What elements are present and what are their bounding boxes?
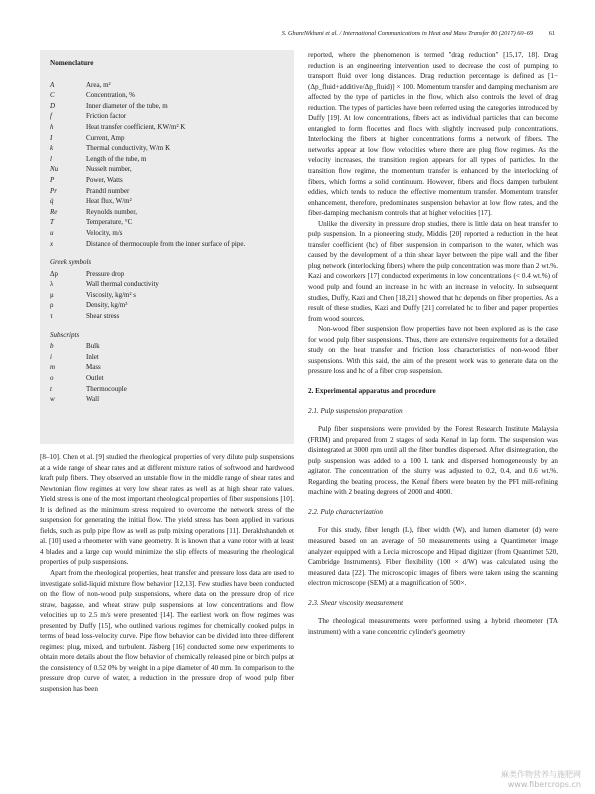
nomenclature-entry [50, 207, 284, 218]
paragraph: For this study, fiber length (L), fiber width (W), and lumen diameter (d) were measured based on an average of 50 measurements using a Quantimeter image analyzer equipped with a Lecia microscope and Hipad digitizer (from Quantimet 520, Cambridge Instruments). Fiber flexibility (100 × d/W) was calculated using the measured data [22]. The microscopic images of fibers were taken using the scanning electron microscope (SEM) at a magnification of 500×. [308, 526, 558, 588]
nomenclature-definition: Wall thermal conductivity [86, 280, 159, 289]
nomenclature-definition: Density, kg/m³ [86, 301, 128, 310]
nomenclature-definition: Distance of thermocouple from the inner surface of pipe. [86, 239, 246, 248]
nomenclature-symbol: b [50, 342, 54, 351]
nomenclature-entry [50, 341, 284, 352]
nomenclature-definition: Current, Amp [86, 133, 125, 142]
nomenclature-definition: Velocity, m/s [86, 228, 123, 237]
nomenclature-definition: Prandtl number [86, 186, 130, 195]
nomenclature-definition: Concentration, % [86, 91, 135, 100]
nomenclature-symbol: w [50, 395, 55, 404]
nomenclature-definition: Mass [86, 363, 101, 372]
nomenclature-symbol: o [50, 374, 54, 383]
nomenclature-box [40, 50, 294, 444]
nomenclature-entry [50, 90, 284, 101]
nomenclature-entry [50, 143, 284, 154]
running-header [0, 30, 595, 42]
nomenclature-symbol: i [50, 352, 52, 361]
nomenclature-symbol: I [50, 133, 53, 142]
nomenclature-definition: Shear stress [86, 312, 120, 321]
nomenclature-symbol: Nu [50, 165, 59, 174]
nomenclature-entry [50, 384, 284, 395]
nomenclature-definition: Heat transfer coefficient, KW/m² K [86, 122, 186, 131]
subsection-heading: 2.1. Pulp suspension preparation [308, 406, 403, 415]
greek-symbol-list [50, 269, 284, 322]
nomenclature-entry [50, 362, 284, 373]
nomenclature-definition: Pressure drop [86, 269, 125, 278]
paragraph: Unlike the diversity in pressure drop studies, there is little data on heat transfer to pulp suspension. In a pioneering study, Middis [20] reported a reduction in the heat transfer coefficient (hc) of fiber suspension in comparison to the water, which was caused by the development of a thin shear layer between the pipe wall and the fiber plug network (interlocking fibers) where the pulp concentration was more than 2 wt.%. Kazi and coworkers [17] conducted experiments in low concentrations (< 0.4 wt.%) of wood pulp and found an increase in hc with an increase in velocity. In subsequent studies, Duffy, Kazi and Chen [18,21] showed that hc depends on fiber properties. As a result of these studies, Kazi and Duffy [21] correlated hc to fiber and paper properties from wood sources. [308, 219, 558, 323]
nomenclature-entry [50, 186, 284, 197]
nomenclature-definition: Nusselt number, [86, 165, 132, 174]
nomenclature-definition: Length of the tube, m [86, 154, 147, 163]
nomenclature-symbol: ρ [50, 301, 54, 310]
nomenclature-symbol: f [50, 112, 52, 121]
subscripts-title: Subscripts [50, 330, 80, 339]
nomenclature-entry [50, 239, 284, 250]
nomenclature-symbol: Re [50, 207, 58, 216]
nomenclature-entry [50, 352, 284, 363]
paragraph: Non-wood fiber suspension flow properties have not been explored as is the case for wood pulp fiber suspensions. Thus, there are extensive requirements for a detailed study on the heat transfer and friction loss characteristics of non-wood fiber suspensions. With this said, the aim of the present work was to generate data on the pressure loss and hc of a fiber crop suspension. [308, 325, 558, 376]
nomenclature-entry [50, 175, 284, 186]
nomenclature-entry [50, 269, 284, 280]
nomenclature-definition: Area, m² [86, 80, 111, 89]
nomenclature-symbol: u [50, 228, 54, 237]
subscript-list [50, 341, 284, 405]
nomenclature-definition: Bulk [86, 342, 100, 351]
nomenclature-symbol: t [50, 384, 52, 393]
nomenclature-entry [50, 133, 284, 144]
nomenclature-entry [50, 300, 284, 311]
nomenclature-definition: Inlet [86, 352, 99, 361]
nomenclature-symbol: λ [50, 280, 54, 289]
nomenclature-entry [50, 394, 284, 405]
nomenclature-definition: Wall [86, 395, 100, 404]
paragraph: reported, where the phenomenon is termed "drag reduction" [15,17, 18]. Drag reduction is an engineering intervention used to decrease the cost of pumping to transport fluid over long distances. Drag reduction percentage is defined as [1−(Δp_fluid+additive/Δp_fluid)] × 100. Momentum transfer and damping mechanism are affected by the type of particles in the flow, which also controls the level of drag reduction. The types of particles have been referred using the categories introduced by Duffy [19]. At low concentrations, fibers act as individual particles that can become entangled to form flocettes and flocs with slightly increased pulp concentrations. Interlocking the fibers at higher concentrations forms a network of fibers. The networks appear at low flow velocities where there are plug flow regimes. As the velocity increases, the transition region appears for all types of particles. In the transition flow regime, the momentum transfer is enhanced by the interlocking of fibers, which forms a solid continuum. However, fibers and flocs dampen turbulent eddies, which tends to reduce the effective momentum transfer. Momentum transfer enhancement, therefore, predominates suspension behavior at low flow rates, and the fiber-damping mechanism controls that at higher velocities [17]. [308, 51, 558, 218]
nomenclature-definition: Friction factor [86, 112, 127, 121]
nomenclature-symbol: h [50, 122, 54, 131]
paragraph: Pulp fiber suspensions were provided by the Forest Research Institute Malaysia (FRIM) and prepared from 2 stages of soda Kenaf in lap form. The suspension was disintegrated at 3000 rpm until all the fiber bundles dispersed. After disintegration, the pulp suspension was added to a 100 L tank and dispersed homogeneously by an agitator. The concentration of the slurry was adjusted to 0.2, 0.4, and 0.6 wt.%. Regarding the beating process, the Kenaf fibers were beaten by the PFI mill-refining machine with 2 beating degrees of 2000 and 4000. [308, 425, 558, 497]
nomenclature-entry [50, 196, 284, 207]
nomenclature-entry [50, 101, 284, 112]
nomenclature-symbol: m [50, 363, 56, 372]
nomenclature-entry [50, 311, 284, 322]
section-heading: 2. Experimental apparatus and procedure [308, 386, 436, 395]
subsection-heading: 2.2. Pulp characterization [308, 507, 383, 516]
nomenclature-entry [50, 154, 284, 165]
greek-symbols-title: Greek symbols [50, 258, 92, 267]
nomenclature-entry [50, 290, 284, 301]
nomenclature-definition: Heat flux, W/m² [86, 197, 132, 206]
page-number: 61 [548, 30, 555, 37]
nomenclature-symbol: k [50, 144, 54, 153]
nomenclature-definition: Thermocouple [86, 384, 127, 393]
nomenclature-definition: Temperature, °C [86, 218, 133, 227]
nomenclature-symbol-list [50, 80, 284, 250]
nomenclature-entry [50, 217, 284, 228]
nomenclature-entry [50, 228, 284, 239]
nomenclature-symbol: Pr [50, 186, 57, 195]
nomenclature-definition: Thermal conductivity, W/m K [86, 144, 171, 153]
nomenclature-symbol: C [50, 91, 55, 100]
paragraph: The rheological measurements were performed using a hybrid rheometer (TA instrument) with a vane concentric cylinder's geometry [308, 617, 558, 636]
nomenclature-entry [50, 111, 284, 122]
right-column-text [308, 50, 558, 750]
nomenclature-symbol: l [50, 154, 52, 163]
left-column-text [40, 452, 294, 752]
paragraph: [8–10]. Chen et al. [9] studied the rheological properties of very dilute pulp suspensions at a wide range of shear rates and at different mixture ratios of softwood and hardwood kraft pulp fibers. They observed an unstable flow in the middle range of shear rates and Newtonian flow regimes at very low shear rates as well as at high shear rate values. Yield stress is one of the most important rheological properties of fiber suspensions [10]. It is defined as the minimum stress required to overcome the network stress of the suspension for generating the initial flow. The yield stress has been applied in various fields, such as pulp pipe flow as well as pulp mixing operations [11]. Derakhshandeh et al. [10] used a rheometer with vane geometry. It is known that a vane rotor with at least 4 blades and a large cup would minimize the slip effects of measuring the rheological properties of pulp suspensions. [40, 453, 294, 567]
watermark-line: 麻类作物营养与施肥网 [501, 770, 581, 779]
watermark-line: www.fibercrops.cn [507, 780, 581, 789]
nomenclature-symbol: D [50, 101, 56, 110]
nomenclature-entry [50, 373, 284, 384]
nomenclature-symbol: A [50, 80, 55, 89]
nomenclature-symbol: T [50, 218, 54, 227]
nomenclature-definition: Power, Watts [86, 175, 123, 184]
nomenclature-entry [50, 80, 284, 91]
nomenclature-entry [50, 279, 284, 290]
nomenclature-symbol: x [50, 239, 54, 248]
paragraph: Apart from the rheological properties, heat transfer and pressure loss data are used to investigate solid-liquid mixture flow behavior [12,13]. Few studies have been conducted on the flow of non-wood pulp suspensions, where data on the pressure drop of rice straw, bagasse, and wheat straw pulp suspensions at low concentrations and flow velocities up to 2.5 m/s were presented [14]. The earliest work on flow regimes was presented by Duffy [15], who outlined various regimes for chemically cooked pulps in terms of head loss-velocity curve. Pipe flow behavior can be divided into three different regimes: plug, mixed, and turbulent. Jäsberg [16] conducted some new experiments to obtain more details about the flow behavior of chemically released pine or birch pulps at the consistency of 0.52 0% by weight in a pipe diameter of 40 mm. In comparison to the pressure drop curve of water, a reduction in the pressure drop of wood pulp fiber suspension has been [40, 569, 294, 694]
nomenclature-title: Nomenclature [50, 59, 94, 67]
watermark [501, 770, 581, 790]
nomenclature-definition: Outlet [86, 374, 104, 383]
nomenclature-definition: Reynolds number, [86, 207, 138, 216]
nomenclature-symbol: P [50, 175, 55, 184]
nomenclature-symbol: μ [50, 290, 54, 299]
journal-citation: S. GhareNikhani et al. / International Communications in Heat and Mass Transfer 80 (2017) 60–69 [281, 30, 533, 37]
nomenclature-definition: Viscosity, kg/m² s [86, 290, 137, 299]
nomenclature-entry [50, 122, 284, 133]
nomenclature-symbol: q̇ [50, 197, 54, 206]
nomenclature-definition: Inner diameter of the tube, m [86, 101, 168, 110]
subsection-heading: 2.3. Shear viscosity measurement [308, 598, 404, 607]
nomenclature-symbol: Δp [50, 269, 59, 278]
nomenclature-symbol: τ [50, 312, 53, 321]
nomenclature-entry [50, 164, 284, 175]
